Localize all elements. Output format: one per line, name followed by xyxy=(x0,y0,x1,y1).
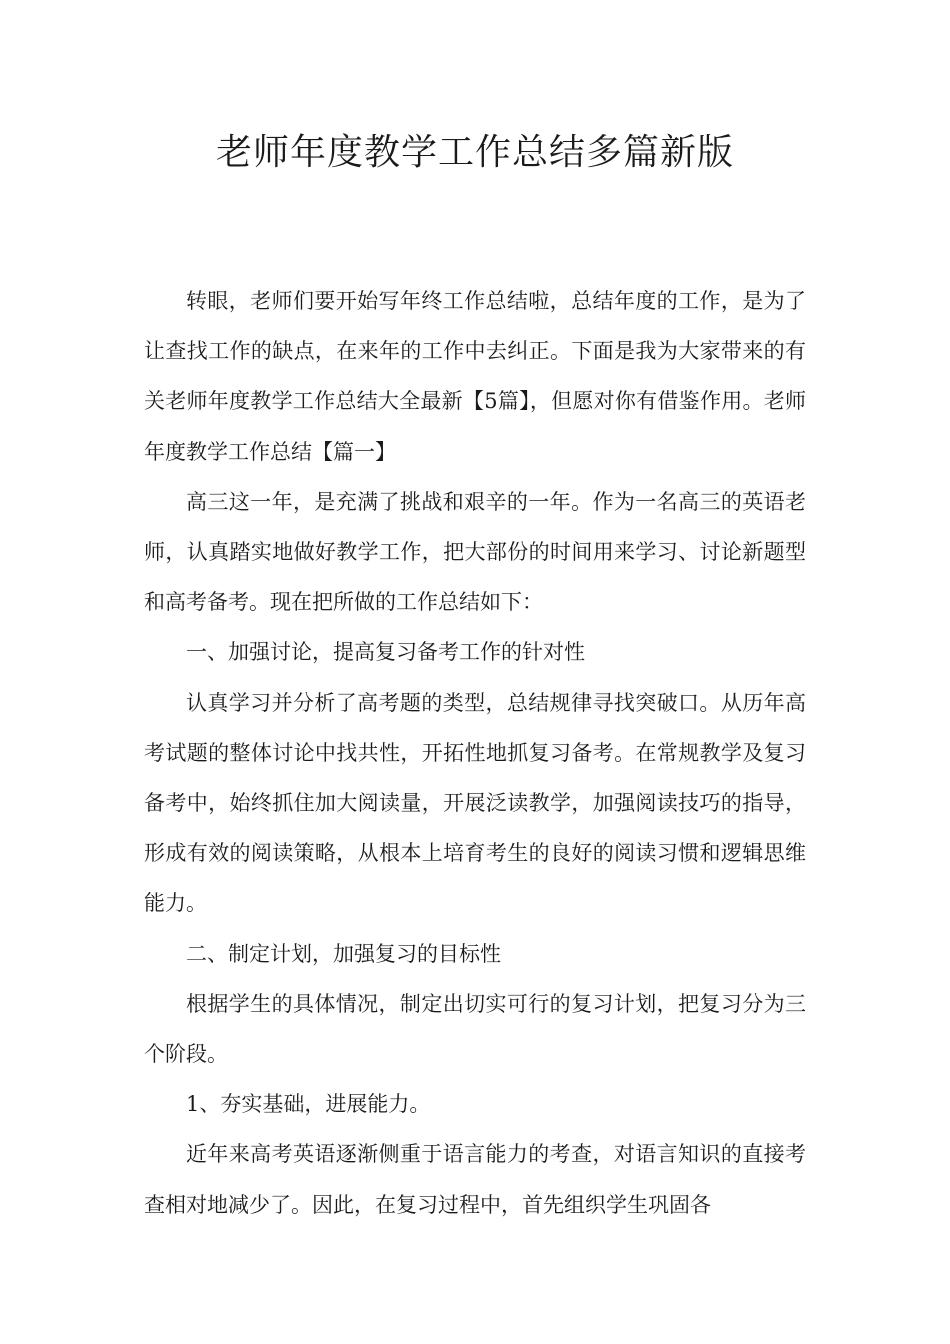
subsection-heading-1: 1、夯实基础，进展能力。 xyxy=(186,1092,431,1117)
paragraph-section-1: 认真学习并分析了高考题的类型，总结规律寻找突破口。从历年高考试题的整体讨论中找共性，开拓性地抓复习备考。在常规教学及复习备考中，始终抓住加大阅读量，开展泛读教学，加强阅读技巧的指导，形成有效的阅读策略，从根本上培育考生的良好的阅读习惯和逻辑思维能力。 xyxy=(144,690,806,916)
paragraph-overview: 高三这一年，是充满了挑战和艰辛的一年。作为一名高三的英语老师，认真踏实地做好教学工作，把大部份的时间用来学习、讨论新题型和高考备考。现在把所做的工作总结如下： xyxy=(144,489,806,615)
document-title: 老师年度教学工作总结多篇新版 xyxy=(215,132,734,173)
paragraph-subsection-1: 近年来高考英语逐渐侧重于语言能力的考查，对语言知识的直接考查相对地减少了。因此，在复习过程中，首先组织学生巩固各 xyxy=(144,1142,806,1217)
section-heading-1: 一、加强讨论，提高复习备考工作的针对性 xyxy=(186,640,585,665)
paragraph-section-2: 根据学生的具体情况，制定出切实可行的复习计划，把复习分为三个阶段。 xyxy=(144,991,806,1067)
document-body xyxy=(144,276,806,1230)
paragraph-intro: 转眼，老师们要开始写年终工作总结啦，总结年度的工作，是为了让查找工作的缺点，在来年的工作中去纠正。下面是我为大家带来的有关老师年度教学工作总结大全最新【5篇】，但愿对你有借鉴作用。老师年度教学工作总结【篇一】 xyxy=(144,289,806,464)
section-heading-2: 二、制定计划，加强复习的目标性 xyxy=(186,941,501,966)
